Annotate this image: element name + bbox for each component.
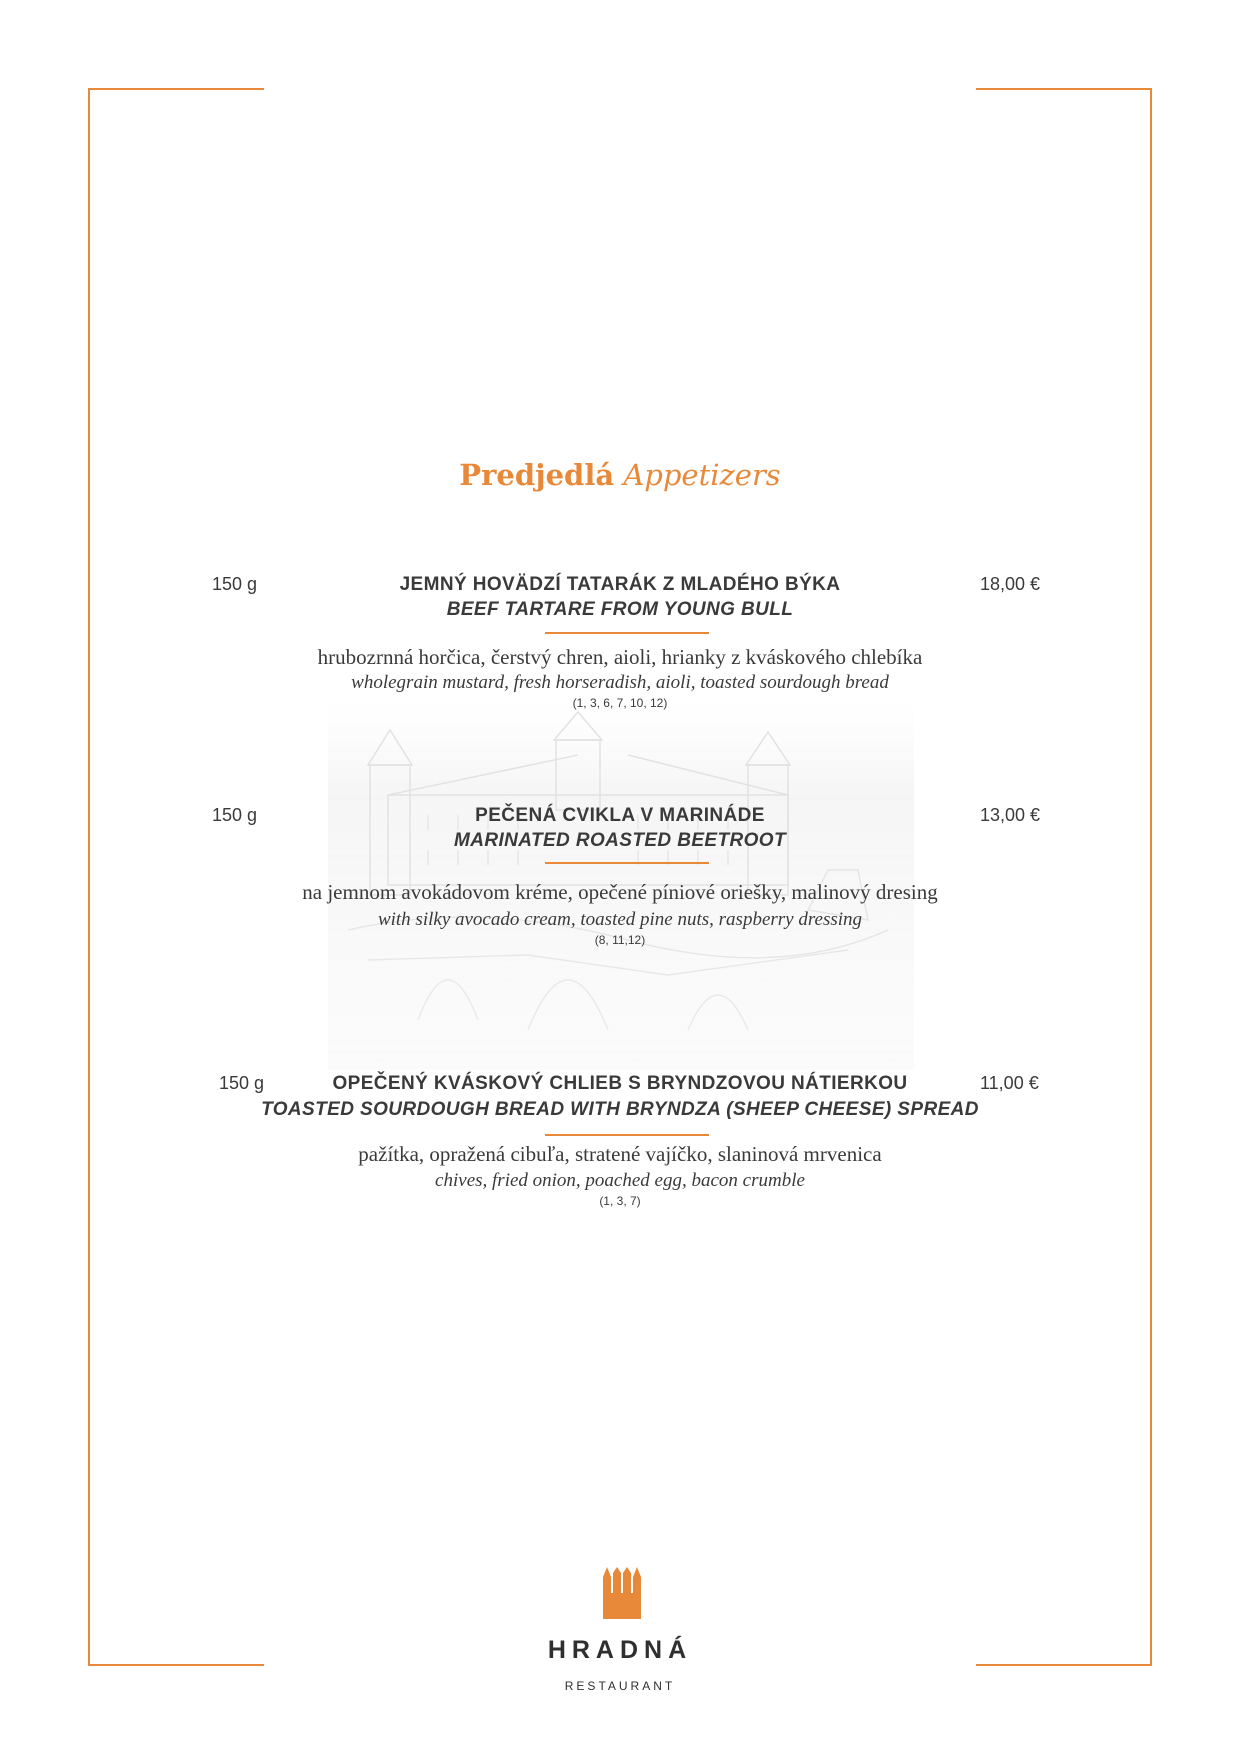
item-name-english: TOASTED SOURDOUGH BREAD WITH BRYNDZA (SHEEP CHEESE) SPREAD <box>261 1099 979 1120</box>
item-divider <box>545 1134 709 1136</box>
item-allergens: (8, 11,12) <box>594 933 646 947</box>
item-name-slovak: PEČENÁ CVIKLA V MARINÁDE <box>475 805 765 826</box>
item-allergens: (1, 3, 7) <box>599 1194 641 1208</box>
item-description-slovak: na jemnom avokádovom kréme, opečené píniové oriešky, malinový dresing <box>302 880 938 904</box>
item-description-english: with silky avocado cream, toasted pine nuts, raspberry dressing <box>377 909 863 930</box>
item-weight: 150 g <box>212 574 258 594</box>
item-name-slovak: JEMNÝ HOVÄDZÍ TATARÁK Z MLADÉHO BÝKA <box>399 574 841 595</box>
item-price: 13,00 € <box>980 805 1041 825</box>
item-price: 18,00 € <box>980 574 1041 594</box>
frame-right <box>1150 88 1152 1666</box>
frame-left <box>88 88 90 1666</box>
item-description-english: wholegrain mustard, fresh horseradish, aioli, toasted sourdough bread <box>351 672 889 693</box>
item-name-slovak: OPEČENÝ KVÁSKOVÝ CHLIEB S BRYNDZOVOU NÁTIERKOU <box>332 1073 908 1094</box>
frame-top-right <box>976 88 1152 90</box>
item-allergens: (1, 3, 6, 7, 10, 12) <box>572 696 668 710</box>
item-name-english: MARINATED ROASTED BEETROOT <box>454 830 786 851</box>
item-weight: 150 g <box>212 805 258 825</box>
item-price: 11,00 € <box>980 1073 1039 1093</box>
title-slovak: Predjedlá <box>459 458 615 492</box>
brand-subtitle: RESTAURANT <box>564 1679 676 1693</box>
item-divider <box>545 862 709 864</box>
item-weight: 150 g <box>219 1073 265 1093</box>
title-english: Appetizers <box>623 458 781 492</box>
brand-name: HRADNÁ <box>547 1636 693 1664</box>
item-divider <box>545 632 709 634</box>
item-name-english: BEEF TARTARE FROM YOUNG BULL <box>446 599 794 620</box>
castle-logo-icon <box>603 1567 641 1619</box>
page-title <box>0 458 1240 492</box>
item-description-slovak: pažítka, opražená cibuľa, stratené vajíčko, slaninová mrvenica <box>358 1142 882 1166</box>
item-description-slovak: hrubozrnná horčica, čerstvý chren, aioli, hrianky z kváskového chlebíka <box>317 645 923 669</box>
frame-top-left <box>88 88 264 90</box>
item-description-english: chives, fried onion, poached egg, bacon crumble <box>435 1170 805 1191</box>
